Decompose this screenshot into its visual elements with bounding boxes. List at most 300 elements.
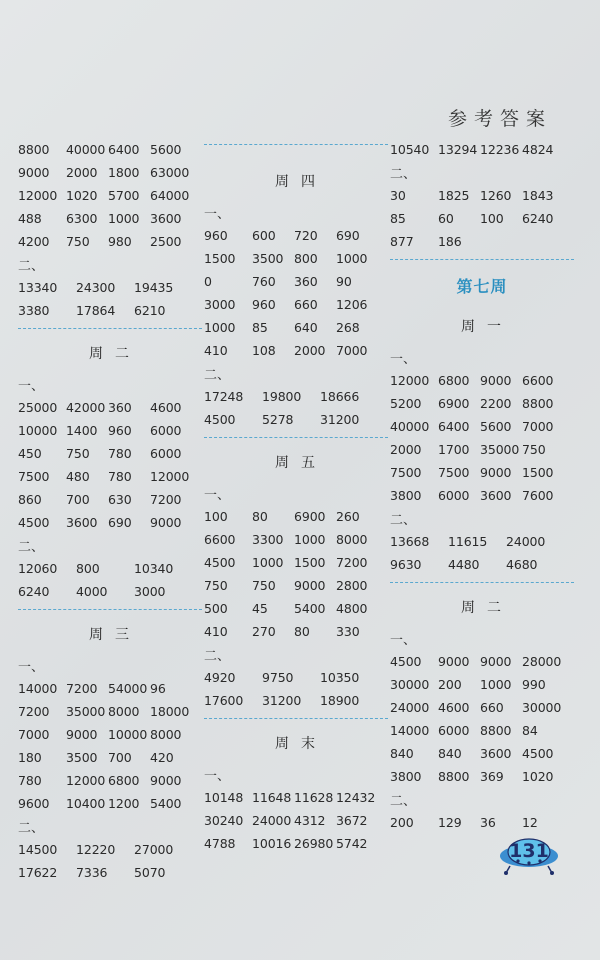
- answer-value: 6600: [522, 373, 554, 388]
- answer-value: 3672: [336, 813, 368, 828]
- answer-value: 85: [252, 320, 268, 335]
- answer-value: 268: [336, 320, 360, 335]
- answer-value: 1825: [438, 188, 470, 203]
- answer-row: [18, 230, 202, 253]
- answer-column-1: [18, 138, 202, 884]
- answer-value: 500: [204, 601, 228, 616]
- answer-value: 720: [294, 228, 318, 243]
- answer-value: 100: [204, 509, 228, 524]
- answer-value: 4824: [522, 142, 554, 157]
- answer-value: 7500: [438, 465, 470, 480]
- answer-value: 90: [336, 274, 352, 289]
- section-divider: [204, 718, 388, 719]
- answer-value: 14000: [18, 681, 58, 696]
- answer-value: 13340: [18, 280, 58, 295]
- answer-value: 9000: [480, 654, 512, 669]
- answer-value: 63000: [150, 165, 190, 180]
- answer-value: 24000: [506, 534, 546, 549]
- answer-value: 26980: [294, 836, 334, 851]
- answer-value: 7200: [150, 492, 182, 507]
- answer-row: [390, 484, 574, 507]
- answer-value: 17600: [204, 693, 244, 708]
- answer-value: 3600: [150, 211, 182, 226]
- answer-value: 750: [522, 442, 546, 457]
- section-divider: [18, 328, 202, 329]
- answer-value: 780: [108, 446, 132, 461]
- answer-value: 2000: [294, 343, 326, 358]
- answer-value: 24000: [390, 700, 430, 715]
- answer-value: 36: [480, 815, 496, 830]
- part-label: 二、: [390, 513, 417, 528]
- answer-value: 1020: [522, 769, 554, 784]
- answer-value: 6400: [108, 142, 140, 157]
- answer-value: 12432: [336, 790, 376, 805]
- answer-row: [390, 392, 574, 415]
- answer-row: [18, 299, 202, 322]
- answer-value: 10000: [18, 423, 58, 438]
- week-title: 第七周: [456, 276, 508, 296]
- answer-row: [204, 689, 388, 712]
- answer-value: 12220: [76, 842, 116, 857]
- answer-value: 7000: [522, 419, 554, 434]
- answer-value: 25000: [18, 400, 58, 415]
- answer-value: 6210: [134, 303, 166, 318]
- answer-value: 5400: [294, 601, 326, 616]
- answer-row: [204, 620, 388, 643]
- answer-value: 780: [108, 469, 132, 484]
- answer-value: 760: [252, 274, 276, 289]
- answer-value: 54000: [108, 681, 148, 696]
- answer-row: [204, 270, 388, 293]
- answer-value: 4500: [18, 515, 50, 530]
- answer-value: 860: [18, 492, 42, 507]
- answer-value: 5600: [150, 142, 182, 157]
- answer-value: 840: [390, 746, 414, 761]
- answer-value: 30000: [522, 700, 562, 715]
- answer-value: 6800: [108, 773, 140, 788]
- section-divider: [390, 582, 574, 583]
- answer-rows: [204, 224, 388, 362]
- answer-value: 9000: [294, 578, 326, 593]
- answer-value: 5600: [480, 419, 512, 434]
- answer-value: 5200: [390, 396, 422, 411]
- part-label: 二、: [204, 368, 231, 383]
- answer-value: 7000: [18, 727, 50, 742]
- answer-value: 4920: [204, 670, 236, 685]
- answer-value: 4800: [336, 601, 368, 616]
- answer-value: 8800: [18, 142, 50, 157]
- answer-rows: [18, 276, 202, 322]
- part-label: 一、: [204, 207, 231, 222]
- answer-value: 3500: [66, 750, 98, 765]
- answer-row: [390, 650, 574, 673]
- answer-value: 410: [204, 624, 228, 639]
- answer-value: 1700: [438, 442, 470, 457]
- answer-value: 129: [438, 815, 462, 830]
- answer-value: 1500: [522, 465, 554, 480]
- answer-value: 7500: [18, 469, 50, 484]
- section-title-zhou-san: 周三: [89, 627, 141, 643]
- answer-column-2: [204, 138, 388, 855]
- answer-row: [204, 224, 388, 247]
- page-header-title: 参考答案: [447, 108, 552, 130]
- answer-value: 3800: [390, 488, 422, 503]
- answer-value: 7200: [18, 704, 50, 719]
- answer-value: 108: [252, 343, 276, 358]
- answer-value: 2800: [336, 578, 368, 593]
- answer-value: 1000: [108, 211, 140, 226]
- answer-value: 660: [480, 700, 504, 715]
- answer-row: [204, 551, 388, 574]
- answer-rows: [18, 396, 202, 534]
- answer-value: 1000: [294, 532, 326, 547]
- answer-value: 35000: [66, 704, 106, 719]
- answer-value: 640: [294, 320, 318, 335]
- answer-value: 1000: [480, 677, 512, 692]
- answer-value: 3000: [134, 584, 166, 599]
- section-divider: [18, 609, 202, 610]
- answer-value: 450: [18, 446, 42, 461]
- answer-value: 9600: [18, 796, 50, 811]
- part-label: 一、: [390, 352, 417, 367]
- answer-value: 24300: [76, 280, 116, 295]
- answer-value: 1400: [66, 423, 98, 438]
- answer-value: 3600: [66, 515, 98, 530]
- answer-value: 877: [390, 234, 414, 249]
- answer-value: 3800: [390, 769, 422, 784]
- answer-row: [18, 396, 202, 419]
- answer-value: 12236: [480, 142, 520, 157]
- answer-value: 1843: [522, 188, 554, 203]
- answer-value: 750: [66, 234, 90, 249]
- answer-value: 1200: [108, 796, 140, 811]
- answer-value: 3000: [204, 297, 236, 312]
- answer-row: [204, 786, 388, 809]
- answer-value: 6000: [150, 423, 182, 438]
- answer-value: 10016: [252, 836, 292, 851]
- answer-value: 6400: [438, 419, 470, 434]
- part-label: 二、: [18, 540, 45, 555]
- answer-value: 360: [294, 274, 318, 289]
- answer-rows: [390, 369, 574, 507]
- answer-value: 42000: [66, 400, 106, 415]
- answer-row: [390, 811, 574, 834]
- answer-value: 7200: [336, 555, 368, 570]
- answer-value: 9000: [18, 165, 50, 180]
- answer-value: 40000: [390, 419, 430, 434]
- answer-value: 14000: [390, 723, 430, 738]
- answer-value: 10148: [204, 790, 244, 805]
- answer-value: 11648: [252, 790, 292, 805]
- answer-row: [204, 597, 388, 620]
- answer-value: 28000: [522, 654, 562, 669]
- answer-value: 960: [252, 297, 276, 312]
- answer-row: [18, 838, 202, 861]
- answer-value: 5700: [108, 188, 140, 203]
- answer-value: 6600: [204, 532, 236, 547]
- answer-value: 12060: [18, 561, 58, 576]
- answer-value: 9750: [262, 670, 294, 685]
- answer-row: [390, 530, 574, 553]
- answer-value: 5070: [134, 865, 166, 880]
- answer-row: [390, 673, 574, 696]
- answer-value: 750: [252, 578, 276, 593]
- answer-value: 6900: [294, 509, 326, 524]
- answer-value: 10540: [390, 142, 430, 157]
- answer-value: 9000: [480, 465, 512, 480]
- answer-value: 7000: [336, 343, 368, 358]
- answer-value: 630: [108, 492, 132, 507]
- answer-value: 840: [438, 746, 462, 761]
- answer-value: 1000: [336, 251, 368, 266]
- answer-row: [18, 792, 202, 815]
- answer-value: 35000: [480, 442, 520, 457]
- answer-row: [18, 769, 202, 792]
- answer-row: [18, 580, 202, 603]
- answer-value: 19435: [134, 280, 174, 295]
- page-number-badge: [498, 832, 560, 876]
- part-label: 二、: [390, 167, 417, 182]
- answer-value: 2000: [390, 442, 422, 457]
- section-title-zhou-mo: 周末: [275, 736, 327, 752]
- answer-value: 960: [204, 228, 228, 243]
- answer-value: 980: [108, 234, 132, 249]
- answer-value: 8800: [480, 723, 512, 738]
- answer-value: 5400: [150, 796, 182, 811]
- answer-value: 5278: [262, 412, 294, 427]
- part-label: 一、: [204, 488, 231, 503]
- answer-value: 4680: [506, 557, 538, 572]
- answer-row: [390, 742, 574, 765]
- answer-row: [390, 184, 574, 207]
- answer-value: 5742: [336, 836, 368, 851]
- answer-value: 30: [390, 188, 406, 203]
- answer-value: 27000: [134, 842, 174, 857]
- answer-value: 690: [336, 228, 360, 243]
- answer-row: [390, 207, 574, 230]
- answer-row: [204, 832, 388, 855]
- answer-value: 31200: [262, 693, 302, 708]
- answer-value: 100: [480, 211, 504, 226]
- answer-value: 7336: [76, 865, 108, 880]
- answer-value: 24000: [252, 813, 292, 828]
- section-title-zhou-wu: 周五: [275, 455, 327, 471]
- answer-value: 19800: [262, 389, 302, 404]
- answer-rows: [390, 138, 574, 161]
- answer-row: [18, 861, 202, 884]
- answer-value: 360: [108, 400, 132, 415]
- answer-row: [390, 553, 574, 576]
- answer-value: 11628: [294, 790, 334, 805]
- answer-value: 4480: [448, 557, 480, 572]
- answer-value: 3500: [252, 251, 284, 266]
- answer-value: 1500: [294, 555, 326, 570]
- answer-value: 4600: [150, 400, 182, 415]
- answer-row: [390, 719, 574, 742]
- answer-row: [204, 385, 388, 408]
- part-label: 一、: [204, 769, 231, 784]
- answer-value: 18666: [320, 389, 360, 404]
- answer-value: 9630: [390, 557, 422, 572]
- section-title-zhou-yi: 周一: [461, 319, 513, 335]
- answer-value: 40000: [66, 142, 106, 157]
- answer-value: 3600: [480, 746, 512, 761]
- answer-value: 960: [108, 423, 132, 438]
- section-title-zhou-er: 周二: [89, 346, 141, 362]
- answer-value: 30000: [390, 677, 430, 692]
- answer-rows: [18, 838, 202, 884]
- section-divider: [390, 259, 574, 260]
- answer-row: [204, 293, 388, 316]
- answer-row: [204, 666, 388, 689]
- answer-value: 1800: [108, 165, 140, 180]
- answer-value: 18900: [320, 693, 360, 708]
- answer-value: 4200: [18, 234, 50, 249]
- answer-row: [204, 809, 388, 832]
- answer-value: 3300: [252, 532, 284, 547]
- answer-value: 13294: [438, 142, 478, 157]
- section-title-zhou-er: 周二: [461, 600, 513, 616]
- answer-value: 1206: [336, 297, 368, 312]
- answer-value: 4500: [390, 654, 422, 669]
- answer-row: [390, 415, 574, 438]
- answer-value: 700: [108, 750, 132, 765]
- answer-value: 6240: [18, 584, 50, 599]
- answer-value: 17864: [76, 303, 116, 318]
- answer-value: 6300: [66, 211, 98, 226]
- answer-value: 6900: [438, 396, 470, 411]
- answer-value: 1260: [480, 188, 512, 203]
- answer-value: 9000: [438, 654, 470, 669]
- answer-value: 10340: [134, 561, 174, 576]
- answer-value: 12: [522, 815, 538, 830]
- answer-row: [18, 746, 202, 769]
- answer-rows: [204, 786, 388, 855]
- answer-value: 1500: [204, 251, 236, 266]
- part-label: 二、: [204, 649, 231, 664]
- answer-value: 800: [76, 561, 100, 576]
- answer-rows: [204, 385, 388, 431]
- answer-column-3: [390, 138, 574, 834]
- answer-row: [18, 276, 202, 299]
- answer-value: 4500: [204, 555, 236, 570]
- answer-rows: [204, 666, 388, 712]
- answer-rows: [18, 557, 202, 603]
- answer-value: 14500: [18, 842, 58, 857]
- answer-value: 4600: [438, 700, 470, 715]
- answer-value: 4500: [204, 412, 236, 427]
- answer-value: 750: [66, 446, 90, 461]
- answer-value: 80: [252, 509, 268, 524]
- answer-value: 3600: [480, 488, 512, 503]
- answer-value: 9000: [150, 515, 182, 530]
- answer-value: 17248: [204, 389, 244, 404]
- part-label: 二、: [390, 794, 417, 809]
- answer-value: 750: [204, 578, 228, 593]
- answer-row: [204, 316, 388, 339]
- answer-row: [204, 574, 388, 597]
- answer-value: 2200: [480, 396, 512, 411]
- answer-value: 4000: [76, 584, 108, 599]
- answer-value: 7600: [522, 488, 554, 503]
- answer-value: 13668: [390, 534, 430, 549]
- answer-row: [18, 557, 202, 580]
- part-label: 一、: [18, 379, 45, 394]
- answer-value: 30240: [204, 813, 244, 828]
- answer-row: [204, 339, 388, 362]
- answer-value: 186: [438, 234, 462, 249]
- answer-value: 1000: [252, 555, 284, 570]
- answer-value: 4788: [204, 836, 236, 851]
- answer-value: 9000: [66, 727, 98, 742]
- answer-value: 780: [18, 773, 42, 788]
- answer-rows: [390, 650, 574, 788]
- answer-row: [390, 230, 574, 253]
- answer-value: 96: [150, 681, 166, 696]
- answer-value: 800: [294, 251, 318, 266]
- answer-value: 7500: [390, 465, 422, 480]
- answer-value: 2500: [150, 234, 182, 249]
- answer-value: 700: [66, 492, 90, 507]
- answer-row: [204, 528, 388, 551]
- answer-value: 18000: [150, 704, 190, 719]
- answer-value: 260: [336, 509, 360, 524]
- answer-value: 12000: [150, 469, 190, 484]
- answer-row: [18, 488, 202, 511]
- answer-row: [204, 505, 388, 528]
- answer-value: 10400: [66, 796, 106, 811]
- answer-value: 6000: [150, 446, 182, 461]
- answer-value: 80: [294, 624, 310, 639]
- part-label: 二、: [18, 821, 45, 836]
- answer-value: 4500: [522, 746, 554, 761]
- answer-value: 12000: [18, 188, 58, 203]
- answer-row: [18, 677, 202, 700]
- answer-value: 369: [480, 769, 504, 784]
- page-number: 131: [509, 840, 549, 862]
- section-title-zhou-si: 周四: [275, 174, 327, 190]
- answer-row: [204, 408, 388, 431]
- part-label: 二、: [18, 259, 45, 274]
- answer-row: [18, 700, 202, 723]
- answer-row: [18, 419, 202, 442]
- answer-value: 0: [204, 274, 212, 289]
- answer-row: [18, 207, 202, 230]
- answer-row: [390, 438, 574, 461]
- answer-value: 180: [18, 750, 42, 765]
- answer-row: [18, 723, 202, 746]
- answer-row: [390, 696, 574, 719]
- answer-value: 7200: [66, 681, 98, 696]
- answer-rows: [18, 677, 202, 815]
- answer-value: 8800: [438, 769, 470, 784]
- answer-value: 8000: [336, 532, 368, 547]
- answer-value: 1000: [204, 320, 236, 335]
- answer-value: 420: [150, 750, 174, 765]
- section-divider: [204, 437, 388, 438]
- part-label: 一、: [390, 633, 417, 648]
- answer-value: 64000: [150, 188, 190, 203]
- answer-value: 488: [18, 211, 42, 226]
- answer-value: 11615: [448, 534, 488, 549]
- answer-value: 990: [522, 677, 546, 692]
- answer-row: [18, 511, 202, 534]
- answer-value: 17622: [18, 865, 58, 880]
- answer-row: [390, 461, 574, 484]
- answer-value: 6240: [522, 211, 554, 226]
- answer-value: 12000: [66, 773, 106, 788]
- answer-rows: [390, 811, 574, 834]
